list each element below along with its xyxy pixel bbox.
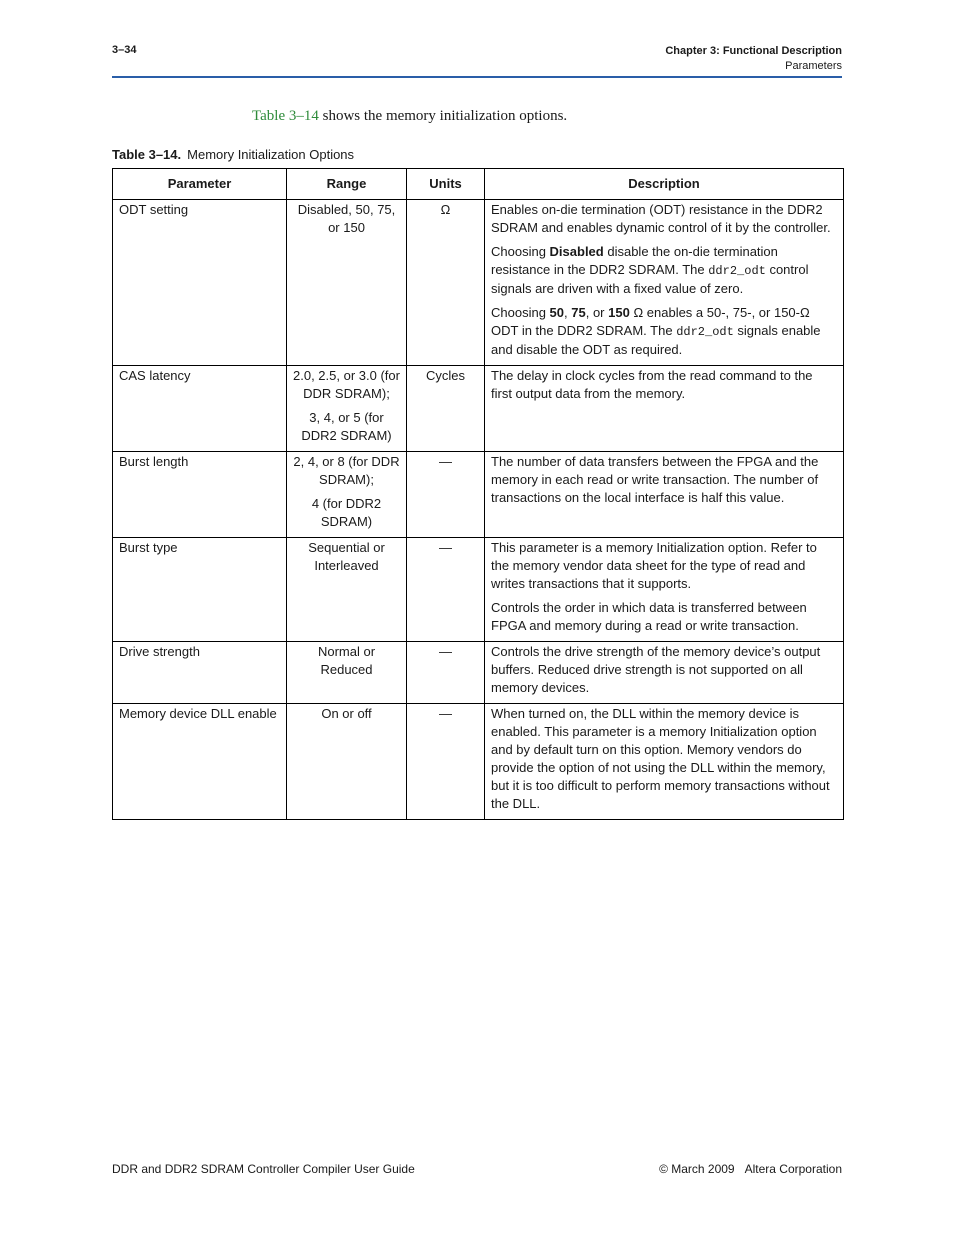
footer-right: [649, 1162, 842, 1176]
parameter-cell: ODT setting: [113, 200, 287, 366]
parameter-cell: Drive strength: [113, 642, 287, 704]
units-cell: —: [407, 704, 485, 820]
table-row: [113, 704, 844, 820]
bold-term: Disabled: [549, 244, 604, 259]
units-cell: —: [407, 452, 485, 538]
page-number: 3–34: [112, 44, 137, 56]
table-row: [113, 642, 844, 704]
text-run: control signals are driven with a fixed value of zero.: [491, 262, 809, 296]
units-cell: —: [407, 642, 485, 704]
description-cell: [485, 538, 844, 642]
signal-name: ddr2_odt: [708, 264, 766, 278]
range-text: 3, 4, or 5 (for DDR2 SDRAM): [301, 410, 392, 443]
footer-doc-title: DDR and DDR2 SDRAM Controller Compiler User Guide: [112, 1162, 415, 1176]
bold-term: 75: [571, 305, 586, 320]
description-cell: [485, 200, 844, 366]
chapter-title: Chapter 3: Functional Description: [665, 45, 842, 57]
range-text: 4 (for DDR2 SDRAM): [311, 496, 382, 529]
range-text: On or off: [321, 706, 372, 721]
units-cell: —: [407, 538, 485, 642]
column-header-parameter: Parameter: [113, 169, 287, 200]
bold-term: 50: [549, 305, 565, 320]
parameter-cell: Burst length: [113, 452, 287, 538]
table-reference-link[interactable]: Table 3–14: [252, 108, 319, 124]
table-caption: [112, 147, 354, 162]
parameter-cell: CAS latency: [113, 366, 287, 452]
range-text: Normal or Reduced: [317, 644, 376, 677]
signal-name: ddr2_odt: [676, 325, 734, 339]
header-rule: [112, 76, 842, 78]
description-cell: [485, 704, 844, 820]
column-header-units: Units: [407, 169, 485, 200]
table-row: [113, 366, 844, 452]
text-run: Choosing: [491, 244, 550, 259]
range-cell: [287, 452, 407, 538]
range-text: 2, 4, or 8 (for DDR SDRAM);: [293, 454, 400, 487]
text-run: ,: [564, 305, 572, 320]
table-row: [113, 200, 844, 366]
range-text: 2.0, 2.5, or 3.0 (for DDR SDRAM);: [293, 368, 400, 401]
range-cell: [287, 704, 407, 820]
intro-paragraph: [252, 108, 567, 125]
range-cell: [287, 366, 407, 452]
text-run: , or: [585, 305, 609, 320]
table-row: [113, 538, 844, 642]
text-run: signals enable and disable the ODT as required.: [491, 323, 821, 357]
table-header-row: [113, 169, 844, 200]
description-text: Enables on-die termination (ODT) resistance in the DDR2 SDRAM and enables dynamic control of it by the controller.: [491, 202, 831, 235]
intro-text: shows the memory initialization options.: [318, 108, 568, 124]
parameter-cell: Burst type: [113, 538, 287, 642]
text-run: disable the on-die termination resistance in the DDR2 SDRAM. The: [491, 244, 778, 277]
running-header: [665, 44, 842, 74]
range-cell: [287, 538, 407, 642]
description-cell: [485, 452, 844, 538]
memory-initialization-table: [112, 168, 844, 820]
column-header-description: Description: [485, 169, 844, 200]
bold-term: 150: [608, 305, 630, 320]
table-caption-label: Table 3–14.: [112, 147, 182, 162]
units-cell: Ω: [407, 200, 485, 366]
description-text: This parameter is a memory Initialization option. Refer to the memory vendor data sheet for the type of read and writes transactions that it supports.: [491, 540, 817, 591]
text-run: Ω enables a 50-, 75-, or 150-Ω ODT in the DDR2 SDRAM. The: [491, 305, 810, 338]
text-run: Choosing: [491, 305, 550, 320]
range-text: Sequential or Interleaved: [308, 540, 385, 573]
table-caption-title: Memory Initialization Options: [187, 147, 355, 162]
description-text: [491, 304, 837, 359]
description-text: The delay in clock cycles from the read command to the first output data from the memory.: [491, 368, 813, 401]
description-text: Controls the order in which data is transferred between FPGA and memory during a read or write transaction.: [491, 600, 807, 633]
units-cell: Cycles: [407, 366, 485, 452]
range-cell: [287, 642, 407, 704]
parameter-cell: Memory device DLL enable: [113, 704, 287, 820]
description-cell: [485, 366, 844, 452]
range-cell: [287, 200, 407, 366]
description-text: [491, 243, 837, 298]
description-text: The number of data transfers between the FPGA and the memory in each read or write transaction. The number of transactions on the local interface is half this value.: [491, 454, 819, 505]
column-header-range: Range: [287, 169, 407, 200]
description-text: When turned on, the DLL within the memory device is enabled. This parameter is a memory Initialization option and by default turn on this option. Memory vendors do provide the option of not using the DLL within the memory, but it is too difficult to perform memory transactions without the DLL.: [491, 706, 830, 811]
table-row: [113, 452, 844, 538]
description-cell: [485, 642, 844, 704]
description-text: Controls the drive strength of the memory device’s output buffers. Reduced drive strength is not supported on all memory devices.: [491, 644, 821, 695]
range-text: Disabled, 50, 75, or 150: [297, 202, 396, 235]
footer-date: © March 2009: [659, 1162, 735, 1176]
section-title: Parameters: [785, 60, 842, 72]
footer-company: Altera Corporation: [744, 1162, 842, 1176]
